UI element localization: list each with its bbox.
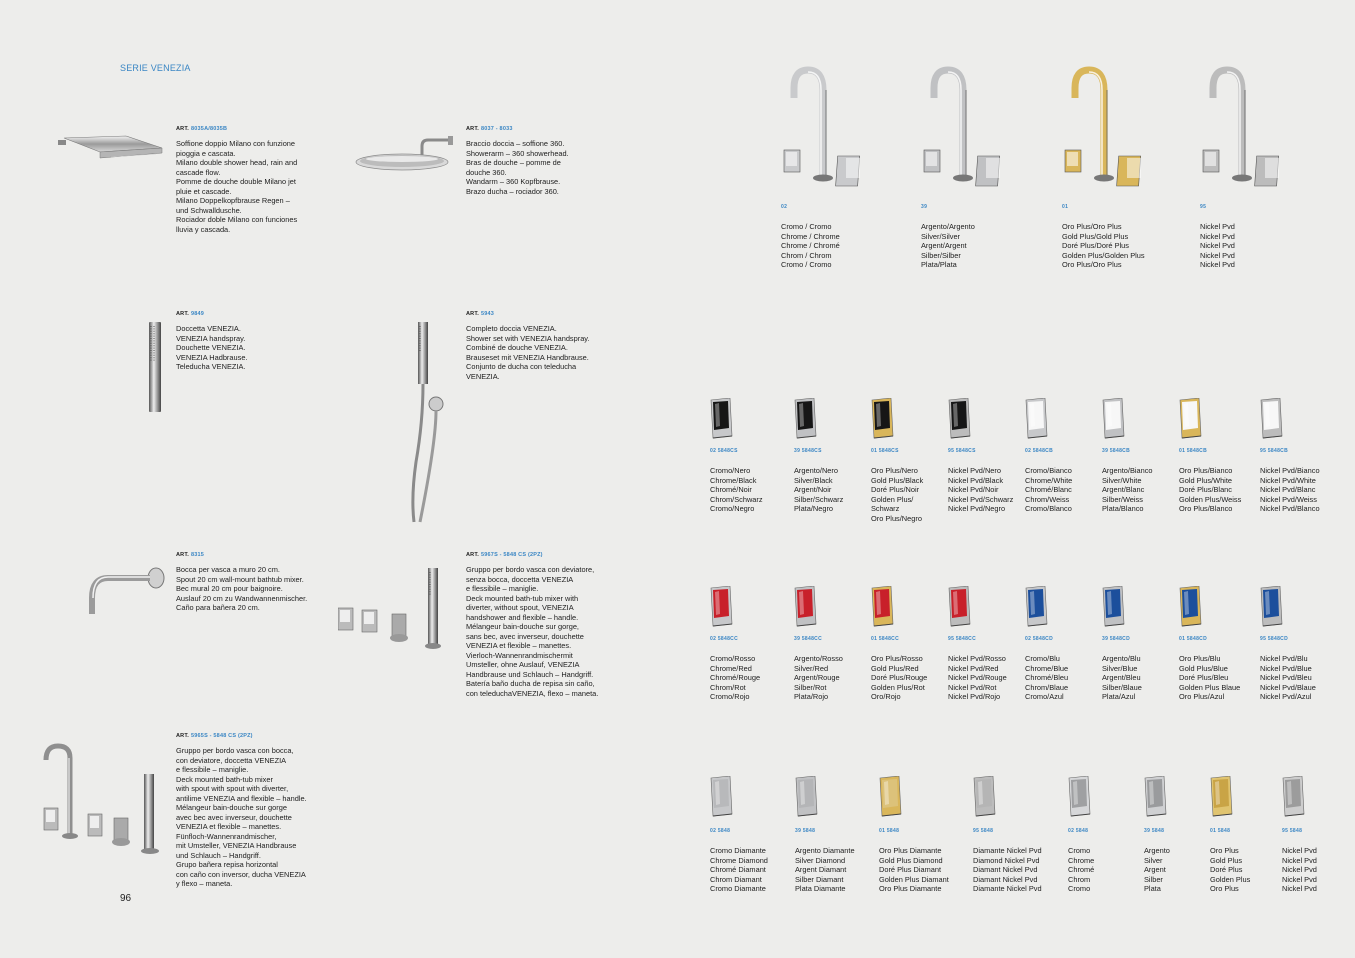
finish-code: 02 5848CC [710, 636, 738, 642]
finish-names: Argento/Nero Silver/Black Argent/Noir Silber/Schwarz Plata/Negro [794, 466, 844, 513]
handle-swatch-icon [971, 776, 997, 818]
handle-swatch-icon [1066, 776, 1092, 818]
article-code: 8035A/8035B [191, 126, 228, 132]
finish-code: 02 5848CS [710, 448, 738, 454]
handle-swatch-icon [1142, 776, 1168, 818]
basin-faucet-icon [782, 66, 872, 192]
article-description: Braccio doccia – soffione 360. Showerarm – 360 showerhead. Bras de douche – pomme de douche 360. Wandarm – 360 Kopfbrause. Brazo ducha – rociador 360. [466, 139, 569, 196]
article-description: Doccetta VENEZIA. VENEZIA handspray. Douchette VENEZIA. VENEZIA Hadbrause. Teleducha VENEZIA. [176, 324, 248, 371]
article-description: Bocca per vasca a muro 20 cm. Spout 20 cm wall-mount bathtub mixer. Bec mural 20 cm pour baignoire. Auslauf 20 cm zu Wandwannenmischer. Caño para bañera 20 cm. [176, 565, 308, 612]
finish-code: 39 [921, 204, 928, 210]
finish-names: Nickel Pvd Nickel Pvd Nickel Pvd Nickel Pvd Nickel Pvd [1282, 846, 1317, 893]
finish-code: 39 5848CB [1102, 448, 1130, 454]
finish-names: Cromo/Blu Chrome/Blue Chromé/Bleu Chrom/Blaue Cromo/Azul [1025, 654, 1069, 701]
finish-code: 01 5848CB [1179, 448, 1207, 454]
finish-code: 01 5848CD [1179, 636, 1207, 642]
article-code: 9849 [191, 311, 205, 317]
article-code: 8315 [191, 552, 205, 558]
finish-names: Argento/Rosso Silver/Red Argent/Rouge Silber/Rot Plata/Rojo [794, 654, 843, 701]
finish-code: 95 5848CC [948, 636, 976, 642]
handle-swatch-icon [1100, 398, 1126, 440]
handle-swatch-icon [877, 776, 903, 818]
double-shower-head-icon [56, 130, 166, 170]
finish-names: Cromo Chrome Chromé Chrom Cromo [1068, 846, 1095, 893]
article-description: Completo doccia VENEZIA. Shower set with VENEZIA handspray. Combiné de douche VENEZIA. Brauseset mit VENEZIA Handbrause. Conjunto de ducha con teleducha VENEZIA. [466, 324, 590, 381]
article-label: ART. [466, 552, 480, 558]
finish-names: Argento/Argento Silver/Silver Argent/Argent Silber/Silber Plata/Plata [921, 222, 975, 269]
article-label: ART. [176, 311, 190, 317]
handle-swatch-icon [1023, 586, 1049, 628]
handle-swatch-icon [793, 776, 819, 818]
finish-names: Cromo/Nero Chrome/Black Chromé/Noir Chrom/Schwarz Cromo/Negro [710, 466, 763, 513]
handle-swatch-icon [1258, 398, 1284, 440]
finish-code: 01 5848CC [871, 636, 899, 642]
handle-swatch-icon [1177, 398, 1203, 440]
page-number: 96 [120, 893, 132, 904]
finish-names: Oro Plus Diamante Gold Plus Diamond Doré Plus Diamant Golden Plus Diamant Oro Plus Diamante [879, 846, 949, 893]
basin-faucet-icon [1201, 66, 1291, 192]
finish-names: Argento/Bianco Silver/White Argent/Blanc Silber/Weiss Plata/Blanco [1102, 466, 1153, 513]
finish-code: 95 [1200, 204, 1207, 210]
finish-code: 39 5848CS [794, 448, 822, 454]
handle-swatch-icon [869, 398, 895, 440]
article-label: ART. [466, 311, 480, 317]
finish-code: 95 5848 [973, 828, 994, 834]
article-code: 8037 - 8033 [481, 126, 513, 132]
finish-code: 01 [1062, 204, 1069, 210]
finish-names: Argento Silver Argent Silber Plata [1144, 846, 1170, 893]
article-description: Soffione doppio Milano con funzione pioggia e cascata. Milano double shower head, rain and cascade flow. Pomme de douche double Milano jet pluie et cascade. Milano Doppelkopfbrause Regen – und Schwalldusche. Rociador doble Milano con funciones lluvia y cascada. [176, 139, 298, 234]
finish-names: Nickel Pvd/Rosso Nickel Pvd/Red Nickel Pvd/Rouge Nickel Pvd/Rot Nickel Pvd/Rojo [948, 654, 1007, 701]
article-code: 5965S - 5848 CS (2PZ) [191, 733, 253, 739]
finish-names: Cromo / Cromo Chrome / Chrome Chrome / Chromé Chrom / Chrom Cromo / Cromo [781, 222, 840, 269]
finish-names: Cromo Diamante Chrome Diamond Chromé Diamant Chrom Diamant Cromo Diamante [710, 846, 768, 893]
handle-swatch-icon [708, 398, 734, 440]
basin-faucet-icon [922, 66, 1012, 192]
article-label: ART. [176, 552, 190, 558]
article-description: Gruppo per bordo vasca con deviatore, senza bocca, doccetta VENEZIA e flessibile – maniglie. Deck mounted bath-tub mixer with diverter, without spout, VENEZIA handshower and flexible – handle. Mélangeur bain-douche sur gorge, sans bec, avec inverseur, douchette VENEZIA et flexible – manettes. Vierloch-Wannenrandmischermit Umsteller, ohne Auslauf, VENEZIA Handbrause und Schlauch – Handgriff. Batería baño ducha de repisa sin caño, con teleduchaVENEZIA, flexo – maneta. [466, 565, 599, 698]
handle-swatch-icon [946, 398, 972, 440]
handspray-icon [146, 322, 164, 414]
finish-names: Oro Plus/Nero Gold Plus/Black Doré Plus/Noir Golden Plus/ Schwarz Oro Plus/Negro [871, 466, 924, 523]
finish-names: Oro Plus/Oro Plus Gold Plus/Gold Plus Doré Plus/Doré Plus Golden Plus/Golden Plus Oro Plus/Oro Plus [1062, 222, 1145, 269]
finish-names: Argento Diamante Silver Diamond Argent Diamant Silber Diamant Plata Diamante [795, 846, 855, 893]
handle-swatch-icon [946, 586, 972, 628]
handle-swatch-icon [1280, 776, 1306, 818]
finish-code: 01 5848CS [871, 448, 899, 454]
handle-swatch-icon [1208, 776, 1234, 818]
handle-swatch-icon [708, 586, 734, 628]
shower-set-icon [406, 322, 456, 524]
finish-code: 39 5848 [795, 828, 816, 834]
handle-swatch-icon [1177, 586, 1203, 628]
finish-names: Diamante Nickel Pvd Diamond Nickel Pvd Diamant Nickel Pvd Diamant Nickel Pvd Diamante Nickel Pvd [973, 846, 1042, 893]
basin-faucet-icon [1063, 66, 1153, 192]
handle-swatch-icon [869, 586, 895, 628]
finish-code: 02 5848 [1068, 828, 1089, 834]
article-label: ART. [176, 126, 190, 132]
finish-code: 01 5848 [1210, 828, 1231, 834]
finish-code: 95 5848CS [948, 448, 976, 454]
finish-code: 02 5848CB [1025, 448, 1053, 454]
handle-swatch-icon [792, 398, 818, 440]
round-shower-head-icon [354, 136, 454, 176]
finish-code: 02 5848CD [1025, 636, 1053, 642]
article-label: ART. [176, 733, 190, 739]
finish-code: 39 5848 [1144, 828, 1165, 834]
finish-names: Oro Plus/Bianco Gold Plus/White Doré Plus/Blanc Golden Plus/Weiss Oro Plus/Blanco [1179, 466, 1242, 513]
finish-names: Cromo/Rosso Chrome/Red Chromé/Rouge Chrom/Rot Cromo/Rojo [710, 654, 761, 701]
deck-mixer-no-spout-icon [338, 566, 448, 652]
wall-spout-icon [86, 564, 166, 620]
finish-names: Nickel Pvd/Nero Nickel Pvd/Black Nickel Pvd/Noir Nickel Pvd/Schwarz Nickel Pvd/Negro [948, 466, 1014, 513]
finish-names: Oro Plus/Blu Gold Plus/Blue Doré Plus/Bleu Golden Plus Blaue Oro Plus/Azul [1179, 654, 1241, 701]
finish-names: Nickel Pvd/Blu Nickel Pvd/Blue Nickel Pvd/Bleu Nickel Pvd/Blaue Nickel Pvd/Azul [1260, 654, 1316, 701]
finish-code: 39 5848CC [794, 636, 822, 642]
finish-names: Nickel Pvd Nickel Pvd Nickel Pvd Nickel Pvd Nickel Pvd [1200, 222, 1235, 269]
finish-names: Oro Plus Gold Plus Doré Plus Golden Plus Oro Plus [1210, 846, 1251, 893]
finish-code: 95 5848CB [1260, 448, 1288, 454]
finish-names: Oro Plus/Rosso Gold Plus/Red Doré Plus/Rouge Golden Plus/Rot Oro/Rojo [871, 654, 928, 701]
article-description: Gruppo per bordo vasca con bocca, con deviatore, doccetta VENEZIA e flessibile – maniglie. Deck mounted bath-tub mixer with spout with spout with diverter, antilime VENEZIA and flexible – handle. Mélangeur bain-douche sur gorge avec bec avec inverseur, douchette VENEZIA et flexible – manettes. Fünfloch-Wannenrandmischer, mit Umsteller, VENEZIA Handbrause und Schlauch – Handgriff. Grupo bañera repisa horizontal con caño con inversor, ducha VENEZIA y flexo – maneta. [176, 746, 307, 888]
handle-swatch-icon [708, 776, 734, 818]
finish-code: 95 5848 [1282, 828, 1303, 834]
article-code: 5967S - 5848 CS (2PZ) [481, 552, 543, 558]
finish-code: 95 5848CD [1260, 636, 1288, 642]
finish-code: 02 5848 [710, 828, 731, 834]
finish-names: Cromo/Bianco Chrome/White Chromé/Blanc Chrom/Weiss Cromo/Blanco [1025, 466, 1073, 513]
finish-names: Nickel Pvd/Bianco Nickel Pvd/White Nickel Pvd/Blanc Nickel Pvd/Weiss Nickel Pvd/Blanco [1260, 466, 1320, 513]
handle-swatch-icon [1023, 398, 1049, 440]
article-label: ART. [466, 126, 480, 132]
handle-swatch-icon [1258, 586, 1284, 628]
finish-code: 02 [781, 204, 788, 210]
finish-names: Argento/Blu Silver/Blue Argent/Bleu Silber/Blaue Plata/Azul [1102, 654, 1142, 701]
deck-mixer-with-spout-icon [40, 742, 166, 856]
finish-code: 01 5848 [879, 828, 900, 834]
article-code: 5943 [481, 311, 495, 317]
handle-swatch-icon [1100, 586, 1126, 628]
finish-code: 39 5848CD [1102, 636, 1130, 642]
series-title: SERIE VENEZIA [120, 63, 191, 73]
handle-swatch-icon [792, 586, 818, 628]
